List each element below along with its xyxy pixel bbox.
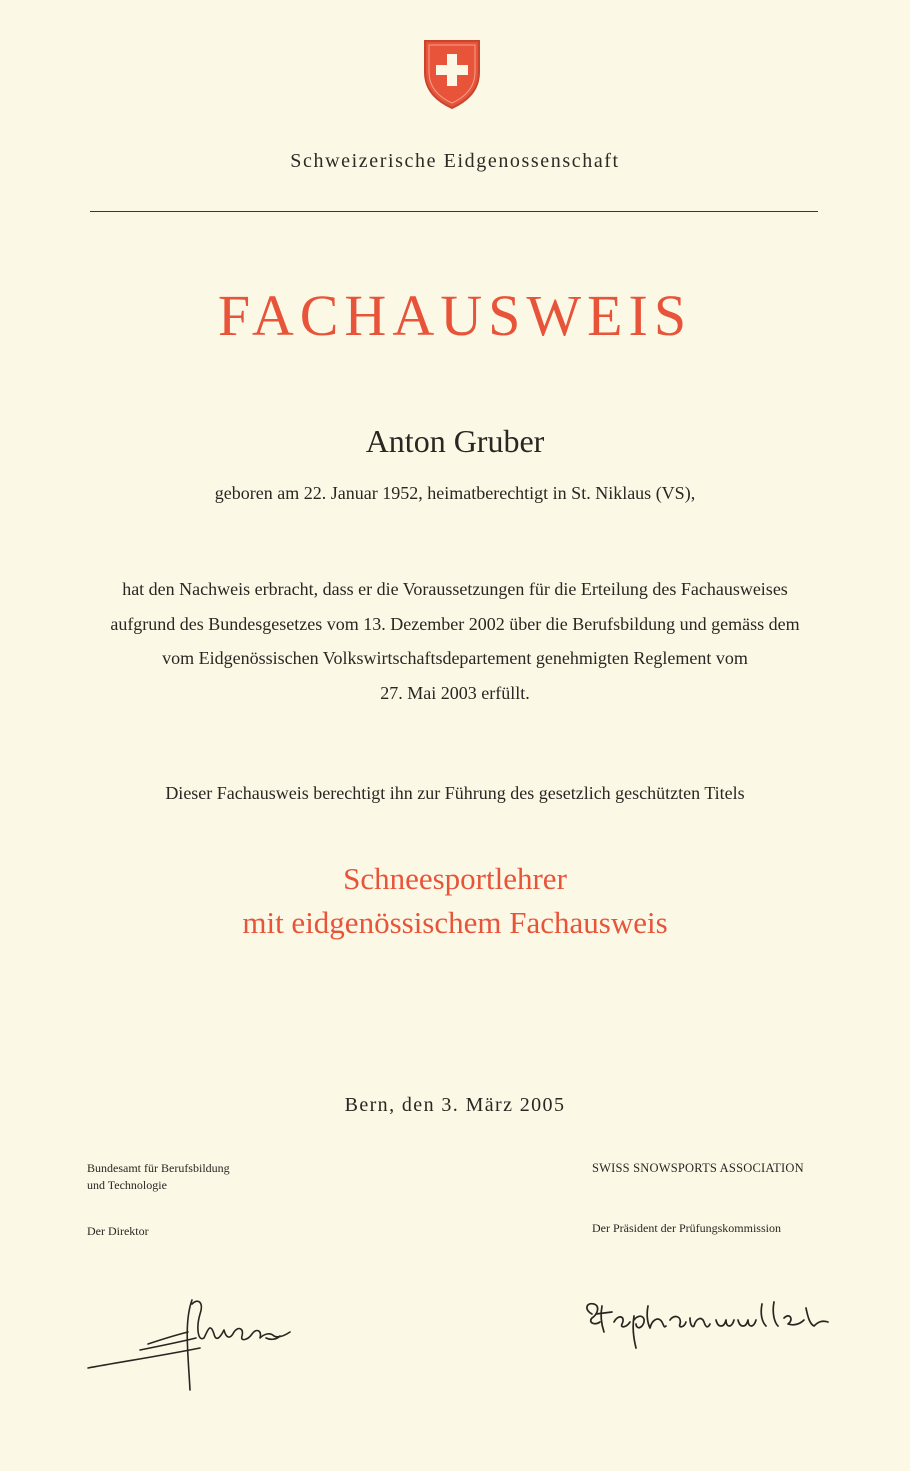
signatory-left — [87, 1160, 230, 1240]
body-line: hat den Nachweis erbracht, dass er die Voraussetzungen für die Erteilung des Fachausweises — [122, 579, 788, 599]
certificate-title: FACHAUSWEIS — [217, 283, 693, 348]
earned-title-line: Schneesportlehrer — [343, 861, 567, 896]
title-entitlement-line: Dieser Fachausweis berechtigt ihn zur Führung des gesetzlich geschützten Titels — [165, 783, 745, 803]
body-line: vom Eidgenössischen Volkswirtschaftsdepartement genehmigten Reglement vom — [162, 648, 748, 668]
earned-title-line: mit eidgenössischem Fachausweis — [242, 905, 668, 940]
signatory-role: Der Direktor — [87, 1224, 149, 1238]
country-name: Schweizerische Eidgenossenschaft — [290, 150, 620, 172]
signatory-role: Der Präsident der Prüfungskommission — [592, 1221, 781, 1235]
birth-line: geboren am 22. Januar 1952, heimatberechtigt in St. Niklaus (VS), — [214, 483, 696, 503]
earned-title — [0, 857, 910, 945]
header-divider — [90, 211, 818, 212]
place-date: Bern, den 3. März 2005 — [344, 1094, 566, 1116]
signatory-org-line: SWISS SNOWSPORTS ASSOCIATION — [592, 1161, 804, 1175]
swiss-coat-of-arms-icon — [422, 38, 482, 110]
holder-name: Anton Gruber — [365, 423, 545, 459]
body-line: 27. Mai 2003 erfüllt. — [380, 682, 530, 703]
certificate-body — [50, 572, 860, 710]
body-line: aufgrund des Bundesgesetzes vom 13. Dezember 2002 über die Berufsbildung und gemäss dem — [110, 613, 800, 634]
signatory-org-line: und Technologie — [87, 1178, 167, 1192]
president-signature — [578, 1292, 848, 1352]
signatory-org-line: Bundesamt für Berufsbildung — [87, 1161, 230, 1175]
director-signature — [80, 1292, 320, 1392]
signatory-right — [592, 1160, 804, 1237]
